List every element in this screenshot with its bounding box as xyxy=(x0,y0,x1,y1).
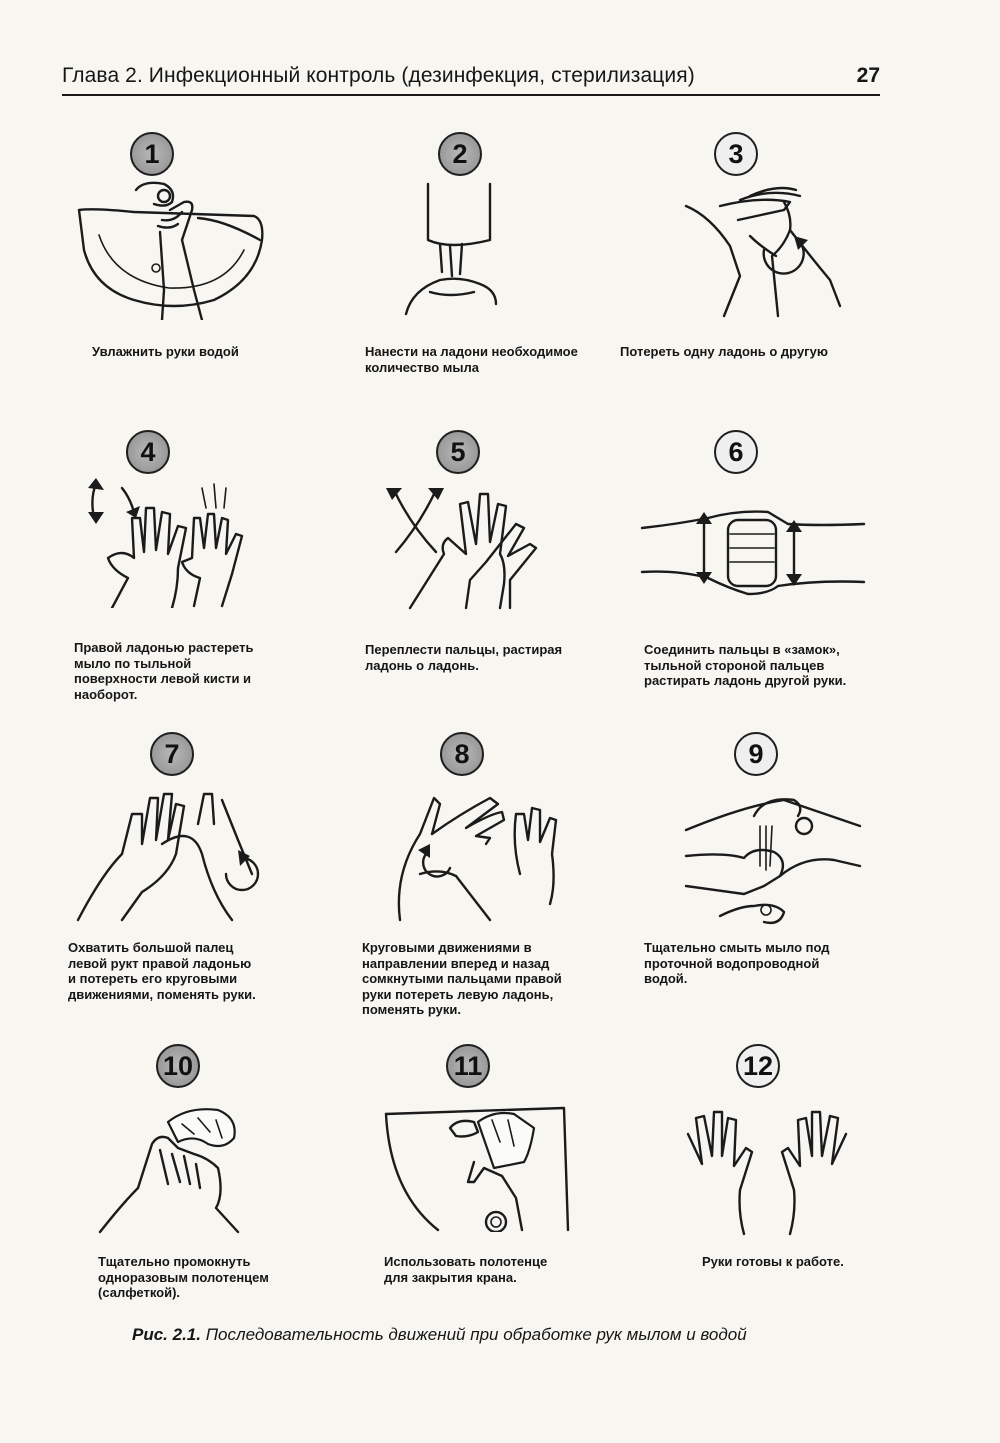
step-2 xyxy=(340,120,660,430)
step-number-badge: 5 xyxy=(436,430,480,474)
chapter-title: Глава 2. Инфекционный контроль (дезинфекция, стерилизация) xyxy=(62,64,695,87)
step-number-badge: 10 xyxy=(156,1044,200,1088)
step-caption: Использовать полотенце для закрытия крана. xyxy=(384,1254,548,1285)
step-7 xyxy=(62,726,382,1036)
step-6 xyxy=(620,422,940,732)
page-number: 27 xyxy=(856,64,880,87)
step-caption: Нанести на ладони необходимое количество мыла xyxy=(365,344,578,375)
step-number-badge: 9 xyxy=(734,732,778,776)
step-number-badge: 12 xyxy=(736,1044,780,1088)
step-caption: Увлажнить руки водой xyxy=(92,344,239,359)
clean-hands-icon xyxy=(682,1108,852,1238)
dry-hands-towel-icon xyxy=(98,1104,268,1234)
step-number-badge: 7 xyxy=(150,732,194,776)
figure-caption-text: Последовательность движений при обработке рук мылом и водой xyxy=(205,1325,747,1344)
step-caption: Круговыми движениями в направлении вперед и назад сомкнутыми пальцами правой руки потереть левую ладонь, поменять руки. xyxy=(362,940,562,1017)
interlace-fingers-icon xyxy=(380,484,550,614)
step-number-badge: 6 xyxy=(714,430,758,474)
step-number-badge: 8 xyxy=(440,732,484,776)
step-caption: Охватить большой палец левой рукт правой ладонью и потереть его круговыми движениями, поменять руки. xyxy=(68,940,256,1002)
step-number-badge: 3 xyxy=(714,132,758,176)
step-number-badge: 4 xyxy=(126,430,170,474)
thumb-rotation-icon xyxy=(72,784,262,924)
fingertips-palm-rub-icon xyxy=(380,784,580,924)
step-8 xyxy=(340,726,660,1036)
step-caption: Соединить пальцы в «замок», тыльной стороной пальцев растирать ладонь другой руки. xyxy=(644,642,847,688)
step-caption: Руки готовы к работе. xyxy=(702,1254,844,1269)
step-5 xyxy=(340,422,660,732)
wet-hands-sink-icon xyxy=(74,180,274,320)
figure-label: Рис. 2.1. xyxy=(132,1325,201,1344)
step-3 xyxy=(620,120,940,430)
step-caption: Тщательно промокнуть одноразовым полотенцем (салфеткой). xyxy=(98,1254,269,1300)
step-caption: Потереть одну ладонь о другую xyxy=(620,344,828,359)
soap-dispenser-icon xyxy=(400,180,510,320)
step-caption: Переплести пальцы, растирая ладонь о ладонь. xyxy=(365,642,563,673)
step-12 xyxy=(620,1038,940,1348)
rub-palms-icon xyxy=(680,186,850,321)
interlocked-fingers-icon xyxy=(638,498,868,608)
step-4 xyxy=(62,422,382,732)
step-10 xyxy=(62,1038,382,1348)
step-number-badge: 2 xyxy=(438,132,482,176)
step-11 xyxy=(340,1038,660,1348)
step-9 xyxy=(620,726,940,1036)
rinse-hands-tap-icon xyxy=(684,786,864,926)
step-caption: Тщательно смыть мыло под проточной водопроводной водой. xyxy=(644,940,830,986)
figure-caption xyxy=(132,1325,892,1345)
step-number-badge: 11 xyxy=(446,1044,490,1088)
back-of-hand-rub-icon xyxy=(82,478,252,608)
step-caption: Правой ладонью растереть мыло по тыльной поверхности левой кисти и наоборот. xyxy=(74,640,254,702)
close-tap-towel-icon xyxy=(384,1102,584,1232)
step-number-badge: 1 xyxy=(130,132,174,176)
step-1 xyxy=(62,120,382,430)
